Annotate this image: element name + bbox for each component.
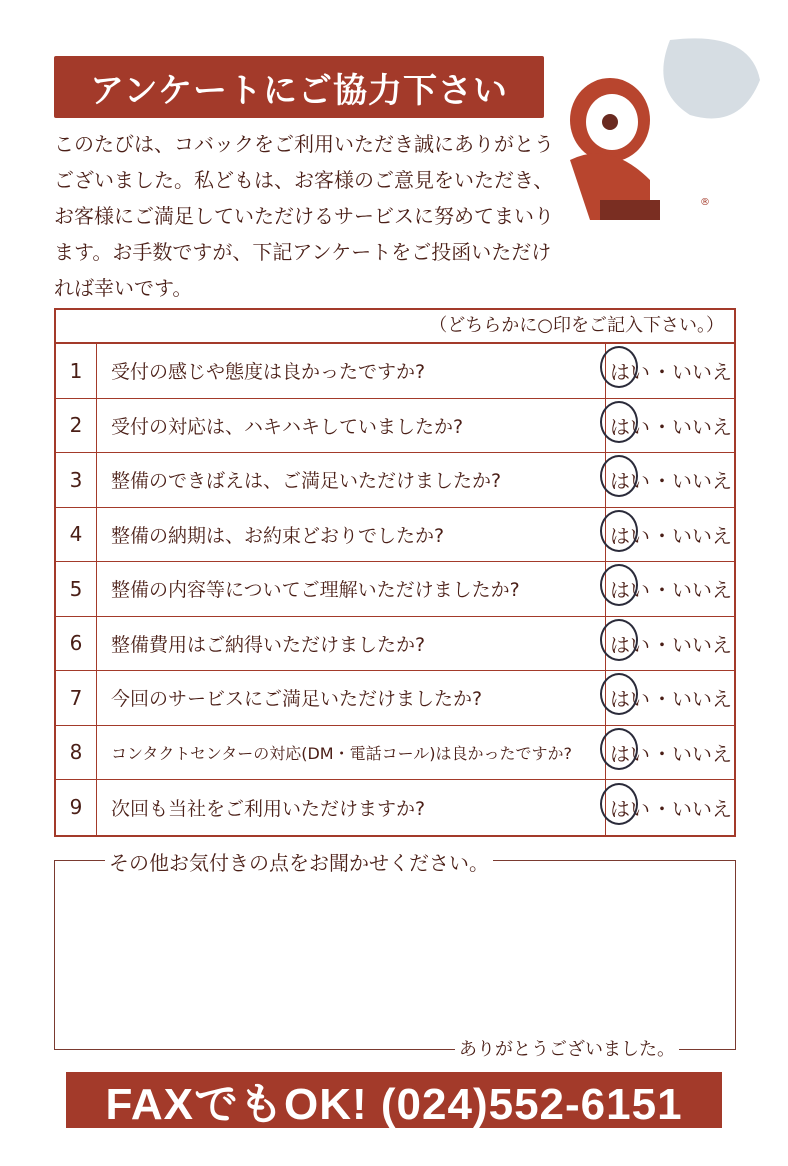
answer-choice[interactable]	[606, 671, 734, 725]
question-text: 整備費用はご納得いただけましたか?	[97, 617, 606, 671]
answer-separator: ・	[652, 578, 672, 603]
answer-choice[interactable]	[606, 617, 734, 671]
question-text: 整備のできばえは、ご満足いただけましたか?	[97, 453, 606, 507]
question-number: 8	[56, 726, 97, 780]
answer-choice[interactable]	[606, 344, 734, 398]
answer-separator: ・	[652, 523, 672, 548]
mascot-illustration	[550, 20, 765, 235]
selected-circle-mark	[600, 564, 638, 606]
question-text: コンタクトセンターの対応(DM・電話コール)は良かったですか?	[97, 726, 606, 780]
question-text: 今回のサービスにご満足いただけましたか?	[97, 671, 606, 725]
answer-yes[interactable]: はい	[608, 683, 652, 712]
question-row	[56, 344, 734, 399]
selected-circle-mark	[600, 619, 638, 661]
comment-label: その他お気付きの点をお聞かせください。	[105, 847, 493, 876]
answer-no[interactable]: いいえ	[672, 687, 732, 712]
answer-no[interactable]: いいえ	[672, 414, 732, 439]
answer-choice[interactable]	[606, 726, 734, 780]
answer-yes[interactable]: はい	[608, 411, 652, 440]
answer-separator: ・	[652, 796, 672, 821]
survey-instruction: （どちらかに○印をご記入下さい。）	[56, 310, 734, 344]
answer-separator: ・	[652, 632, 672, 657]
answer-yes[interactable]: はい	[608, 574, 652, 603]
question-row	[56, 780, 734, 835]
answer-no[interactable]: いいえ	[672, 523, 732, 548]
answer-separator: ・	[652, 741, 672, 766]
question-text: 整備の内容等についてご理解いただけましたか?	[97, 562, 606, 616]
svg-text:®: ®	[700, 197, 710, 208]
answer-yes[interactable]: はい	[608, 738, 652, 767]
page-title: アンケートにご協力下さい	[54, 56, 544, 118]
answer-yes[interactable]: はい	[608, 520, 652, 549]
question-row	[56, 671, 734, 726]
answer-yes[interactable]: はい	[608, 356, 652, 385]
answer-no[interactable]: いいえ	[672, 741, 732, 766]
answer-no[interactable]: いいえ	[672, 360, 732, 385]
selected-circle-mark	[600, 673, 638, 715]
survey-table	[54, 308, 736, 837]
answer-choice[interactable]	[606, 399, 734, 453]
answer-yes[interactable]: はい	[608, 793, 652, 822]
question-number: 7	[56, 671, 97, 725]
selected-circle-mark	[600, 346, 638, 388]
answer-separator: ・	[652, 414, 672, 439]
answer-separator: ・	[652, 469, 672, 494]
answer-yes[interactable]: はい	[608, 629, 652, 658]
answer-yes[interactable]: はい	[608, 465, 652, 494]
intro-text: このたびは、コバックをご利用いただき誠にありがとうございました。私どもは、お客様のご意見をいただき、お客様にご満足していただけるサービスに努めてまいります。お手数ですが、下記アンケートをご投函いただければ幸いです。	[54, 132, 554, 300]
question-row	[56, 399, 734, 454]
selected-circle-mark	[600, 401, 638, 443]
answer-no[interactable]: いいえ	[672, 469, 732, 494]
answer-choice[interactable]	[606, 780, 734, 835]
question-text: 次回も当社をご利用いただけますか?	[97, 780, 606, 835]
answer-no[interactable]: いいえ	[672, 632, 732, 657]
thanks-text: ありがとうございました。	[455, 1035, 679, 1061]
question-row	[56, 562, 734, 617]
question-text: 受付の感じや態度は良かったですか?	[97, 344, 606, 398]
question-number: 5	[56, 562, 97, 616]
comment-box[interactable]	[54, 851, 736, 1060]
selected-circle-mark	[600, 728, 638, 770]
question-row	[56, 508, 734, 563]
selected-circle-mark	[600, 455, 638, 497]
selected-circle-mark	[600, 510, 638, 552]
answer-choice[interactable]	[606, 453, 734, 507]
question-number: 6	[56, 617, 97, 671]
question-text: 受付の対応は、ハキハキしていましたか?	[97, 399, 606, 453]
question-text: 整備の納期は、お約束どおりでしたか?	[97, 508, 606, 562]
selected-circle-mark	[600, 783, 638, 825]
fax-banner: FAXでもOK! (024)552-6151	[66, 1072, 722, 1128]
question-row	[56, 617, 734, 672]
answer-choice[interactable]	[606, 508, 734, 562]
question-number: 2	[56, 399, 97, 453]
question-row	[56, 453, 734, 508]
answer-separator: ・	[652, 360, 672, 385]
answer-separator: ・	[652, 687, 672, 712]
question-number: 3	[56, 453, 97, 507]
question-row	[56, 726, 734, 781]
question-number: 1	[56, 344, 97, 398]
question-number: 9	[56, 780, 97, 835]
answer-no[interactable]: いいえ	[672, 796, 732, 821]
answer-choice[interactable]	[606, 562, 734, 616]
answer-no[interactable]: いいえ	[672, 578, 732, 603]
question-number: 4	[56, 508, 97, 562]
